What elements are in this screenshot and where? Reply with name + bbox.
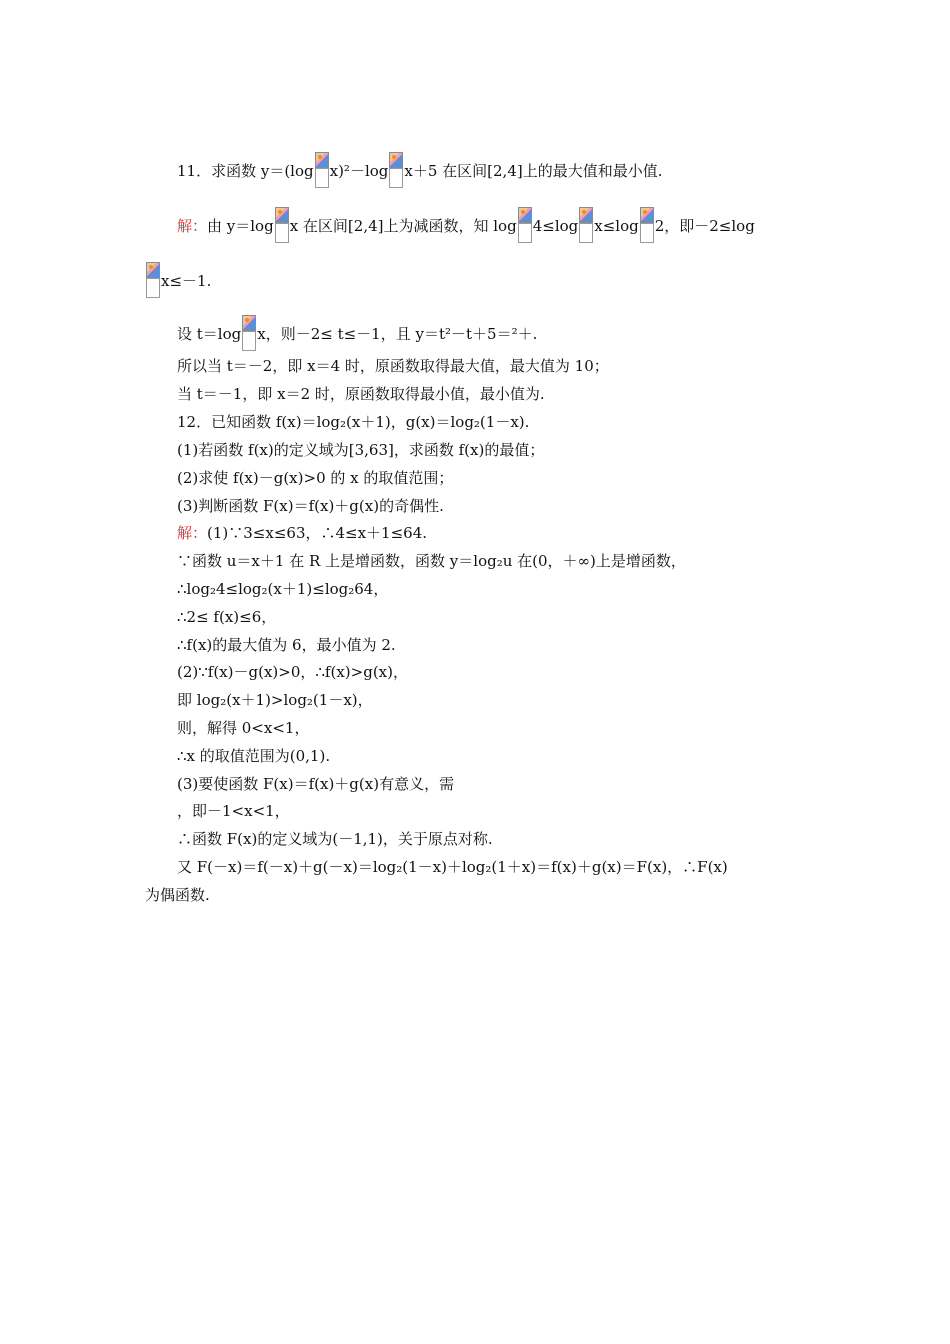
solution-12-line-13: 又 F(－x)＝f(－x)＋g(－x)＝log₂(1－x)＋log₂(1＋x)＝f(x)＋g(x)＝F(x)，∴F(x) bbox=[177, 858, 728, 876]
solution-12-line-14: 为偶函数. bbox=[145, 886, 210, 904]
solution-12-line-12: ∴函数 F(x)的定义域为(－1,1)，关于原点对称. bbox=[177, 830, 493, 848]
text-segment: x 在区间[2,4]上为减函数，知 log bbox=[289, 217, 517, 235]
log-base-image-placeholder bbox=[518, 207, 532, 245]
solution-label: 解： bbox=[177, 524, 208, 542]
solution-12-line-11: ，即－1<x<1， bbox=[177, 802, 290, 820]
text-segment: x)²－log bbox=[329, 162, 389, 180]
solution-12-line-9: ∴x 的取值范围为(0,1). bbox=[177, 747, 331, 765]
solution-12-line-2: ∵函数 u＝x＋1 在 R 上是增函数，函数 y＝log₂u 在(0，＋∞)上是增函数， bbox=[177, 552, 686, 570]
solution-12-line-5: ∴f(x)的最大值为 6，最小值为 2. bbox=[177, 636, 396, 654]
text-segment: x≤－1. bbox=[161, 272, 212, 290]
solution-label: 解： bbox=[177, 217, 208, 235]
solution-12-line-3: ∴log₂4≤log₂(x＋1)≤log₂64， bbox=[177, 580, 389, 598]
text-segment: 11．求函数 y＝(log bbox=[177, 162, 314, 180]
problem-12-part-2: (2)求使 f(x)－g(x)>0 的 x 的取值范围； bbox=[177, 469, 454, 487]
solution-12-line-1 bbox=[177, 523, 427, 543]
text-segment: 设 t＝log bbox=[177, 325, 242, 343]
solution-12-line-4: ∴2≤ f(x)≤6， bbox=[177, 608, 277, 626]
log-base-image-placeholder bbox=[640, 207, 654, 245]
text-segment: x＋5 在区间[2,4]上的最大值和最小值. bbox=[404, 162, 663, 180]
solution-12-line-6: (2)∵f(x)－g(x)>0，∴f(x)>g(x)， bbox=[177, 663, 408, 681]
solution-12-line-7: 即 log₂(x＋1)>log₂(1－x)， bbox=[177, 691, 373, 709]
log-base-image-placeholder bbox=[242, 315, 256, 353]
text-segment: x，则－2≤ t≤－1，且 y＝t²－t＋5＝²＋. bbox=[257, 325, 538, 343]
text-segment: x≤log bbox=[594, 217, 639, 235]
solution-11-line-4: 所以当 t＝－2，即 x＝4 时，原函数取得最大值，最大值为 10； bbox=[177, 357, 609, 375]
log-base-image-placeholder bbox=[579, 207, 593, 245]
solution-12-line-8: 则，解得 0<x<1， bbox=[177, 719, 310, 737]
log-base-image-placeholder bbox=[315, 152, 329, 190]
text-segment: 4≤log bbox=[532, 217, 579, 235]
problem-11-statement bbox=[177, 152, 663, 190]
solution-11-line-1 bbox=[177, 207, 755, 245]
solution-11-line-3 bbox=[177, 315, 537, 353]
log-base-image-placeholder bbox=[275, 207, 289, 245]
log-base-image-placeholder bbox=[389, 152, 403, 190]
text-segment: (1)∵3≤x≤63，∴4≤x＋1≤64. bbox=[207, 524, 428, 542]
problem-12-statement: 12．已知函数 f(x)＝log₂(x＋1)，g(x)＝log₂(1－x). bbox=[177, 413, 530, 431]
text-segment: 2，即－2≤log bbox=[654, 217, 755, 235]
log-base-image-placeholder bbox=[146, 262, 160, 300]
problem-12-part-3: (3)判断函数 F(x)＝f(x)＋g(x)的奇偶性. bbox=[177, 497, 444, 515]
solution-11-line-5: 当 t＝－1，即 x＝2 时，原函数取得最小值，最小值为. bbox=[177, 385, 545, 403]
solution-11-line-2 bbox=[145, 262, 211, 300]
problem-12-part-1: (1)若函数 f(x)的定义域为[3,63]，求函数 f(x)的最值； bbox=[177, 441, 545, 459]
text-segment: 由 y＝log bbox=[207, 217, 274, 235]
solution-12-line-10: (3)要使函数 F(x)＝f(x)＋g(x)有意义，需 bbox=[177, 775, 455, 793]
